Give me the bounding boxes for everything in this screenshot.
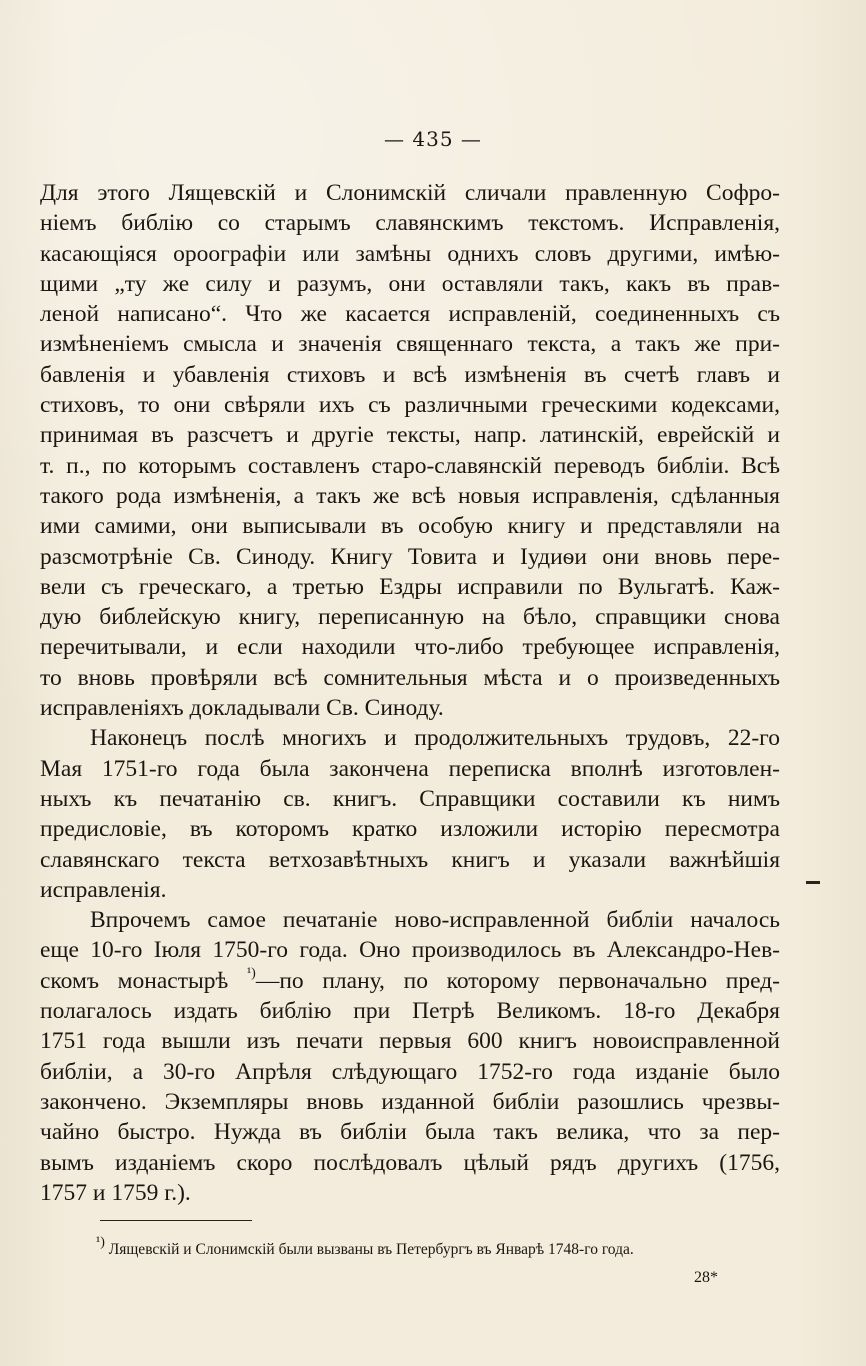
text-line: полагалось издать библію при Петрѣ Великомъ. 18-го Декабря [40, 998, 780, 1025]
text-line: вымъ изданіемъ скоро послѣдовалъ цѣлый рядъ другихъ (1756, [40, 1149, 780, 1176]
footnote-reference: ¹) [246, 965, 256, 981]
text-line: закончено. Экземпляры вновь изданной библіи разошлись чрезвы- [40, 1088, 780, 1115]
body-text [40, 178, 780, 1208]
signature-mark: 28* [694, 1269, 718, 1286]
text-segment: —по плану, по которому первоначально пред- [255, 967, 781, 994]
text-line: библіи, а 30-го Апрѣля слѣдующаго 1752-го года изданіе было [40, 1058, 780, 1085]
text-line: ніемъ библію со старымъ славянскимъ текстомъ. Исправленія, [40, 210, 780, 237]
footnote-rule [100, 1220, 252, 1221]
text-line: исправленіяхъ докладывали Св. Синоду. [40, 695, 444, 722]
text-line: касающіяся ороографіи или замѣны однихъ словъ другими, имѣю- [40, 240, 780, 267]
footnote-marker: ¹) [96, 1234, 105, 1250]
text-line: леной написано“. Что же касается исправленій, соединенныхъ съ [40, 301, 780, 328]
text-line: славянскаго текста ветхозавѣтныхъ книгъ и указали важнѣйшія [40, 846, 780, 873]
text-line: разсмотрѣніе Св. Синоду. Книгу Товита и Іудиѳи они вновь пере- [40, 543, 780, 570]
text-line: Наконецъ послѣ многихъ и продолжительныхъ трудовъ, 22-го [90, 725, 780, 752]
page-number: — 435 — [384, 127, 482, 151]
text-line: Впрочемъ самое печатаніе ново-исправленной библіи началось [90, 907, 780, 934]
margin-mark [806, 881, 820, 884]
text-line: исправленія. [40, 876, 167, 903]
text-line: измѣненіемъ смысла и значенія священнаго текста, а такъ же при- [40, 331, 780, 358]
text-line: бавленія и убавленія стиховъ и всѣ измѣненія въ счетѣ главъ и [40, 361, 780, 388]
text-line: 1757 и 1759 г.). [40, 1179, 191, 1206]
text-line: то вновь провѣряли всѣ сомнительныя мѣста и о произведенныхъ [40, 664, 780, 691]
text-line: еще 10-го Іюля 1750-го года. Оно производилось въ Александро-Нев- [40, 937, 780, 964]
text-line: вели съ греческаго, а третью Ездры исправили по Вульгатѣ. Каж- [40, 573, 780, 600]
footnote [96, 1234, 786, 1260]
text-line: ныхъ къ печатанію св. книгъ. Справщики составили къ нимъ [40, 785, 780, 812]
text-line: 1751 года вышли изъ печати первыя 600 книгъ новоисправленной [40, 1028, 780, 1055]
text-line: такого рода измѣненія, а такъ же всѣ новыя исправленія, сдѣланныя [40, 482, 780, 509]
text-line-with-footnote [40, 966, 780, 996]
text-line: стиховъ, то они свѣряли ихъ съ различными греческими кодексами, [40, 392, 780, 419]
text-line: ими самими, они выписывали въ особую книгу и представляли на [40, 513, 780, 540]
text-line: Для этого Лящевскій и Слонимскій сличали правленную Софро- [40, 180, 780, 206]
text-line: дую библейскую книгу, переписанную на бѣло, справщики снова [40, 604, 780, 631]
text-line: чайно быстро. Нужда въ библіи была такъ велика, что за пер- [40, 1119, 780, 1146]
text-line: щими „ту же силу и разумъ, они оставляли такъ, какъ въ прав- [40, 270, 780, 297]
text-line: принимая въ разсчетъ и другіе тексты, напр. латинскій, еврейскій и [40, 422, 780, 449]
footnote-text: Лящевскій и Слонимскій были вызваны въ Петербургъ въ Январѣ 1748-го года. [108, 1241, 634, 1258]
text-segment: скомъ монастырѣ [40, 967, 229, 994]
text-line: предисловіе, въ которомъ кратко изложили исторію пересмотра [40, 816, 780, 843]
text-line: т. п., по которымъ составленъ старо-славянскій переводъ библіи. Всѣ [40, 452, 780, 479]
text-line: Мая 1751-го года была закончена переписка вполнѣ изготовлен- [40, 755, 780, 782]
text-line: перечитывали, и если находили что-либо требующее исправленія, [40, 634, 780, 661]
